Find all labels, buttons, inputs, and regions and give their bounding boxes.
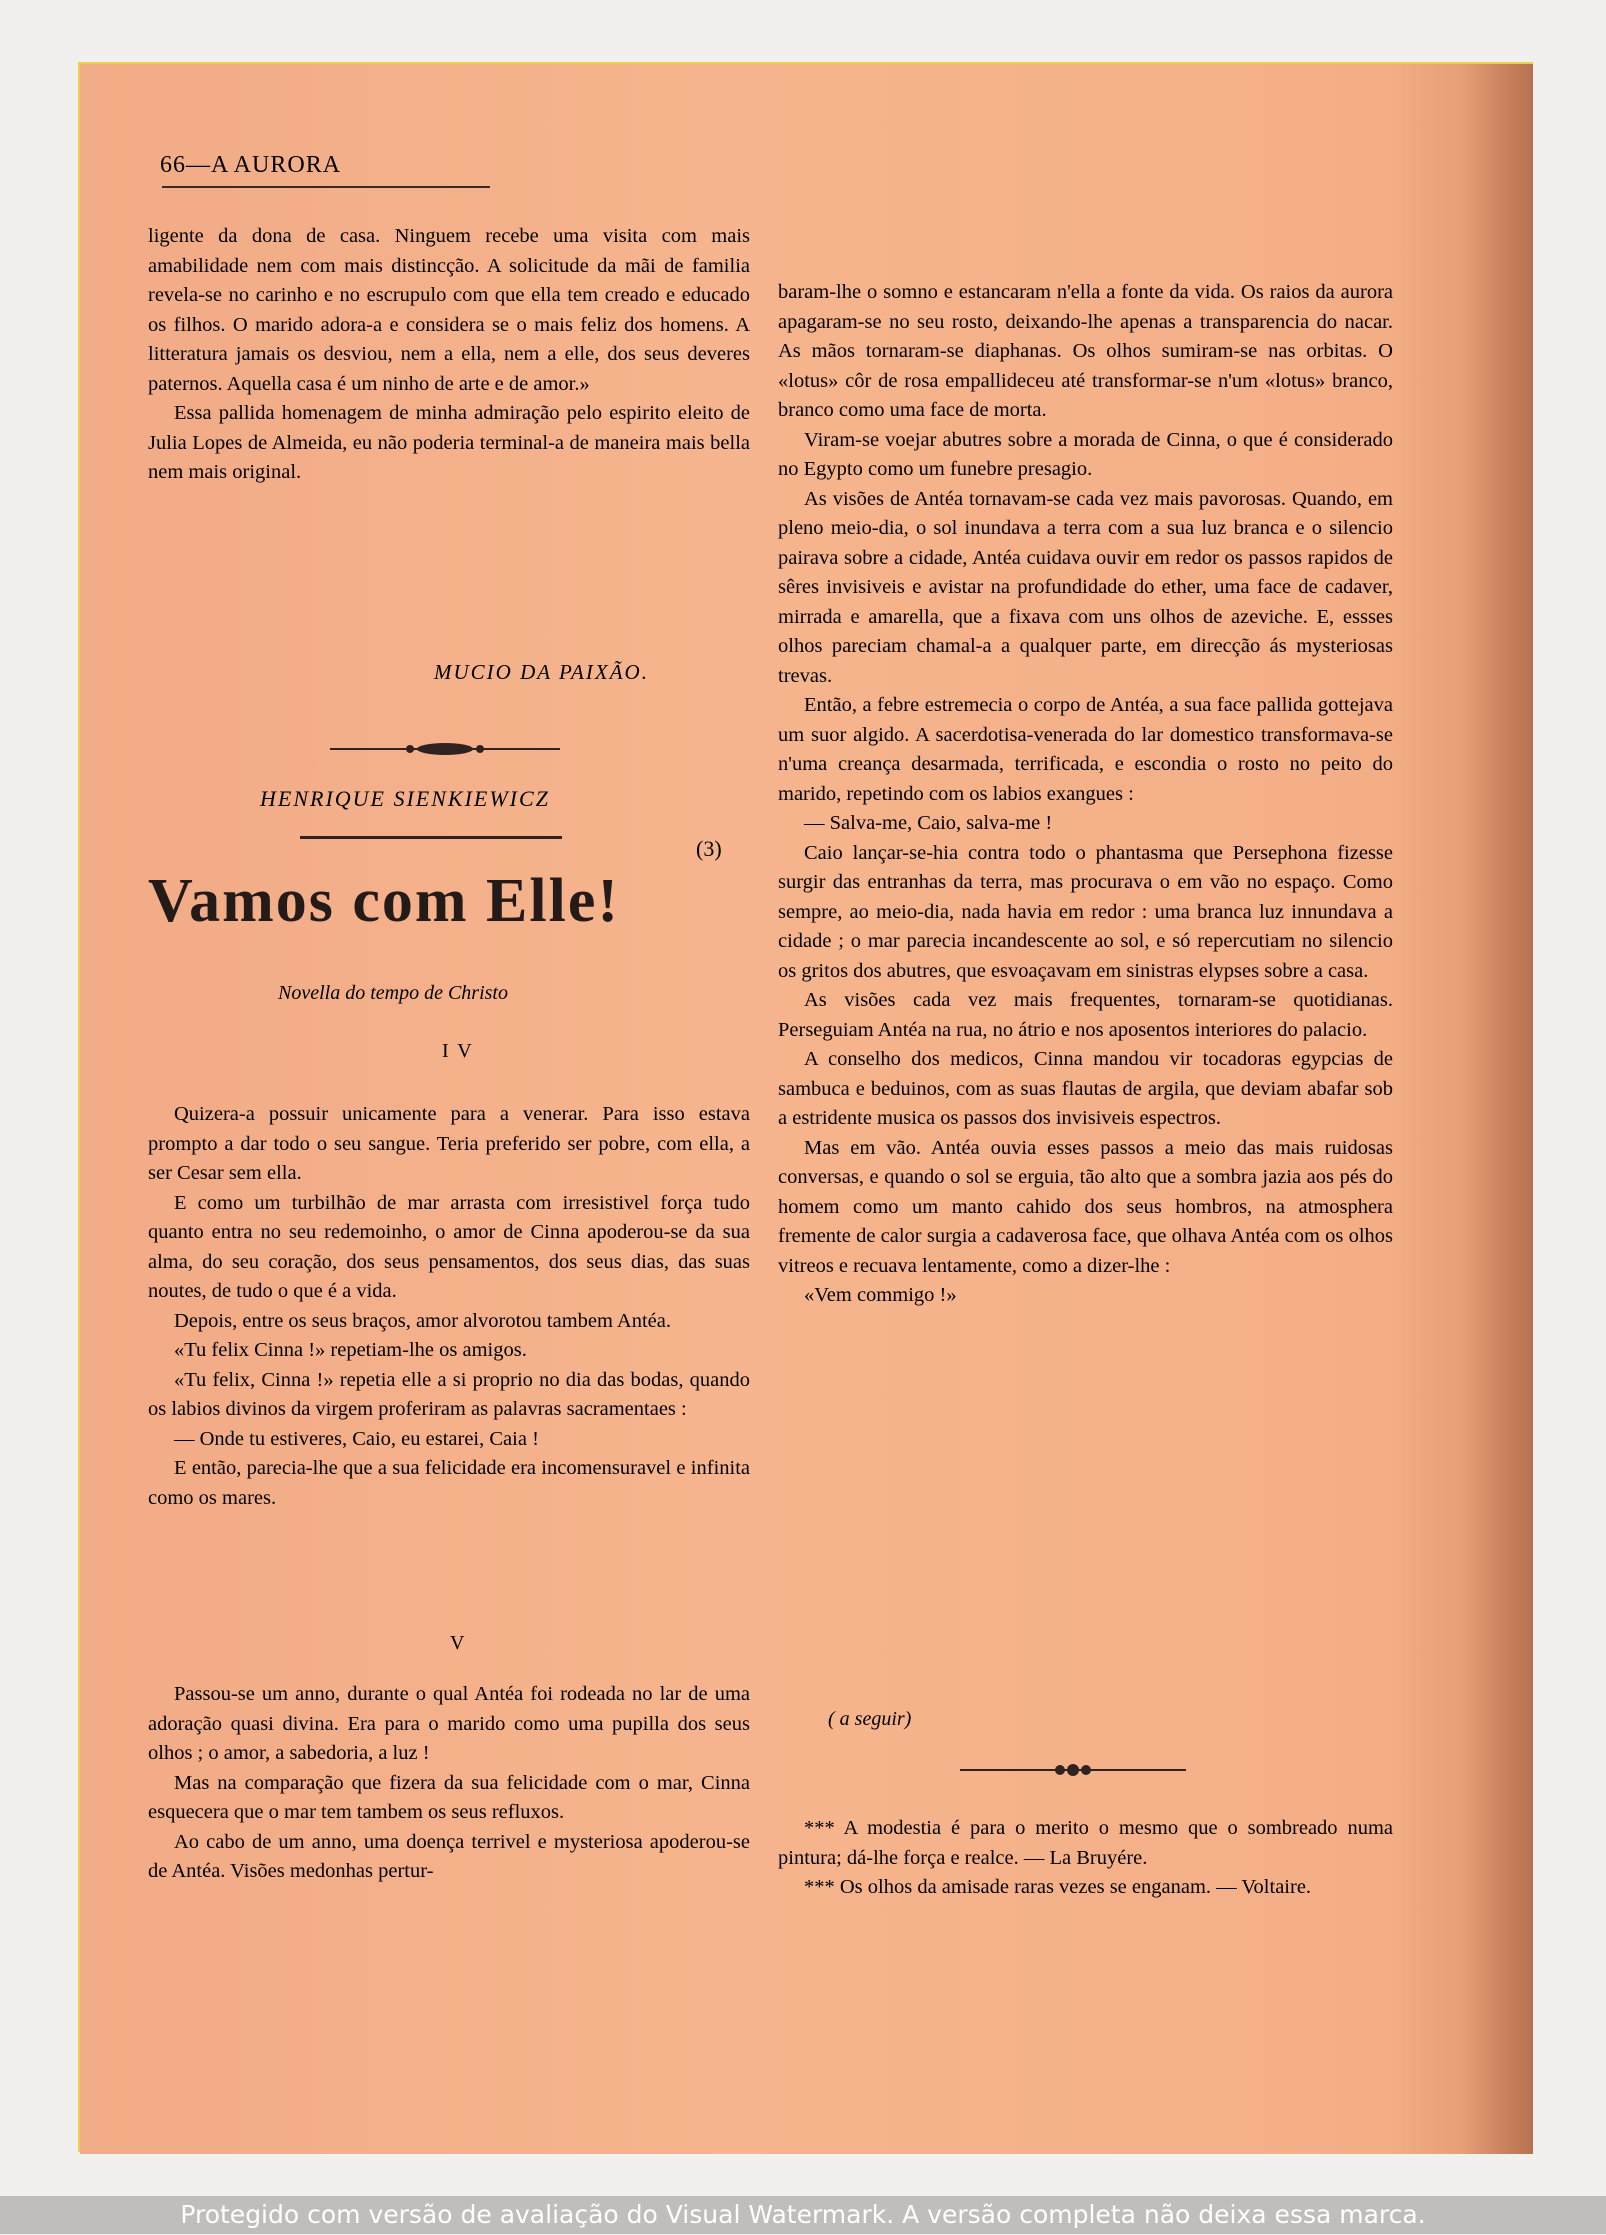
- chapter-4-text: [148, 1100, 750, 1513]
- chapter-heading: I V: [442, 1040, 474, 1062]
- paragraph: Mas em vão. Antéa ouvia esses passos a meio das mais ruidosas conversas, e quando o sol se erguia, tão alto que a sombra jazia aos pés do homem como um manto cahido dos seus hombros, na atmosphera fremente de calor surgia a cadaverosa face, que olhava Antéa com os olhos vitreos e recuava lentamente, como a dizer-lhe :: [778, 1136, 1393, 1277]
- paragraph: A conselho dos medicos, Cinna mandou vir tocadoras egypcias de sambuca e beduinos, com as suas flautas de argila, que deviam abafar sob a estridente musica os passos dos invisiveis espectros.: [778, 1048, 1393, 1129]
- paragraph: Essa pallida homenagem de minha admiração pelo espirito eleito de Julia Lopes de Almeida, eu não poderia terminal-a de maneira mais bella nem mais original.: [148, 402, 750, 483]
- paragraph: Caio lançar-se-hia contra todo o phantasma que Persephona fizesse surgir das entranhas da terra, mas procurava o em vão no espaço. Como sempre, ao meio-dia, nada havia em redor : uma branca luz innundava a cidade ; o mar parecia incandescente ao sol, e só repercutiam no silencio os gritos dos abutres, que esvoaçavam em sinistras elypses sobre a casa.: [778, 841, 1393, 982]
- paragraph: As visões de Antéa tornavam-se cada vez mais pavorosas. Quando, em pleno meio-dia, o sol inundava a terra com a sua luz branca e o silencio pairava sobre a cidade, Antéa cuidava ouvir em redor os passos rapidos de sêres invisiveis e avistar na profundidade do ether, uma face de cadaver, mirrada e amarella, que a fixava com uns olhos de azeviche. E, essses olhos pareciam chamal-a a qualquer parte, em direcção ás mysteriosas trevas.: [778, 487, 1393, 687]
- paragraph: E então, parecia-lhe que a sua felicidade era incomensuravel e infinita como os mares.: [148, 1457, 750, 1509]
- maxims-section: [778, 1814, 1393, 1903]
- paragraph: «Tu felix, Cinna !» repetia elle a si proprio no dia das bodas, quando os labios divinos da virgem proferiram as palavras sacramentaes :: [148, 1368, 750, 1420]
- maxim: *** A modestia é para o merito o mesmo que o sombreado numa pintura; dá-lhe força e realce. — La Bruyére.: [778, 1817, 1393, 1869]
- paragraph: «Vem commigo !»: [804, 1284, 957, 1306]
- ornament-divider: [960, 1760, 1186, 1785]
- continued-note: ( a seguir): [828, 1708, 912, 1730]
- paragraph: — Onde tu estiveres, Caio, eu estarei, Caia !: [174, 1427, 539, 1450]
- paragraph: Viram-se voejar abutres sobre a morada de Cinna, o que é considerado no Egypto como um funebre presagio.: [778, 428, 1393, 480]
- author-rule: [300, 836, 562, 839]
- paragraph: — Salva-me, Caio, salva-me !: [804, 812, 1053, 834]
- part-number: (3): [696, 836, 722, 861]
- paragraph: ligente da dona de casa. Ninguem recebe uma visita com mais amabilidade nem com mais distincção. A solicitude da mãi de familia revela-se no carinho e no escrupulo com que ella tem creado e educado os filhos. O marido adora-a e considera se o mais feliz dos homens. A litteratura jamais os desviou, nem a ella, nem a elle, dos seus deveres paternos. Aquella casa é um ninho de arte e de amor.»: [148, 225, 750, 395]
- right-column-text: [778, 278, 1393, 1311]
- paragraph: Então, a febre estremecia o corpo de Antéa, a sua face pallida gottejava um suor algido. A sacerdotisa-venerada do lar domestico transformava-se n'uma creança desarmada, terrificada, e escondia o rosto no peito do marido, repetindo com os labios exangues :: [778, 694, 1393, 805]
- paragraph: «Tu felix Cinna !» repetiam-lhe os amigos.: [174, 1339, 527, 1361]
- paragraph: As visões cada vez mais frequentes, tornaram-se quotidianas. Perseguiam Antéa na rua, no átrio e nos aposentos interiores do palacio.: [778, 989, 1393, 1041]
- paragraph: Ao cabo de um anno, uma doença terrivel e mysteriosa apoderou-se de Antéa. Visões medonhas pertur-: [148, 1830, 750, 1882]
- page-header: 66—A AURORA: [160, 152, 342, 178]
- page-spine-shadow: [1463, 64, 1533, 2154]
- paragraph: E como um turbilhão de mar arrasta com irresistivel força tudo quanto entra no seu redemoinho, o amor de Cinna apoderou-se da sua alma, do seu coração, dos seus pensamentos, dos seus dias, das suas noutes, de tudo o que é a vida.: [148, 1191, 750, 1302]
- ornament-divider: [330, 738, 560, 765]
- paragraph: Mas na comparação que fizera da sua felicidade com o mar, Cinna esquecera que o mar tem tambem os seus refluxos.: [148, 1771, 750, 1823]
- paragraph: Depois, entre os seus braços, amor alvorotou tambem Antéa.: [174, 1309, 671, 1332]
- story-author: HENRIQUE SIENKIEWICZ: [260, 786, 550, 811]
- chapter-heading: V: [450, 1632, 465, 1654]
- story-subtitle: Novella do tempo de Christo: [278, 982, 508, 1004]
- maxim: *** Os olhos da amisade raras vezes se enganam. — Voltaire.: [804, 1876, 1312, 1898]
- left-column-intro: [148, 222, 750, 488]
- paragraph: baram-lhe o somno e estancaram n'ella a fonte da vida. Os raios da aurora apagaram-se no seu rosto, deixando-lhe apenas a transparencia do nacar. As mãos tornaram-se diaphanas. Os olhos sumiram-se nas orbitas. O «lotus» côr de rosa empallideceu até transformar-se n'um «lotus» branco, branco como uma face de morta.: [778, 281, 1393, 421]
- story-title: Vamos com Elle!: [148, 867, 620, 935]
- signature: MUCIO DA PAIXÃO.: [434, 660, 649, 684]
- watermark-banner: Protegido com versão de avaliação do Visual Watermark. A versão completa não deixa essa marca.: [0, 2196, 1606, 2234]
- header-rule: [162, 186, 490, 188]
- paragraph: Quizera-a possuir unicamente para a venerar. Para isso estava prompto a dar todo o seu sangue. Teria preferido ser pobre, com ella, a ser Cesar sem ella.: [148, 1103, 750, 1184]
- paragraph: Passou-se um anno, durante o qual Antéa foi rodeada no lar de uma adoração quasi divina. Era para o marido como uma pupilla dos seus olhos ; o amor, a sabedoria, a luz !: [148, 1683, 750, 1764]
- chapter-5-text: [148, 1680, 750, 1887]
